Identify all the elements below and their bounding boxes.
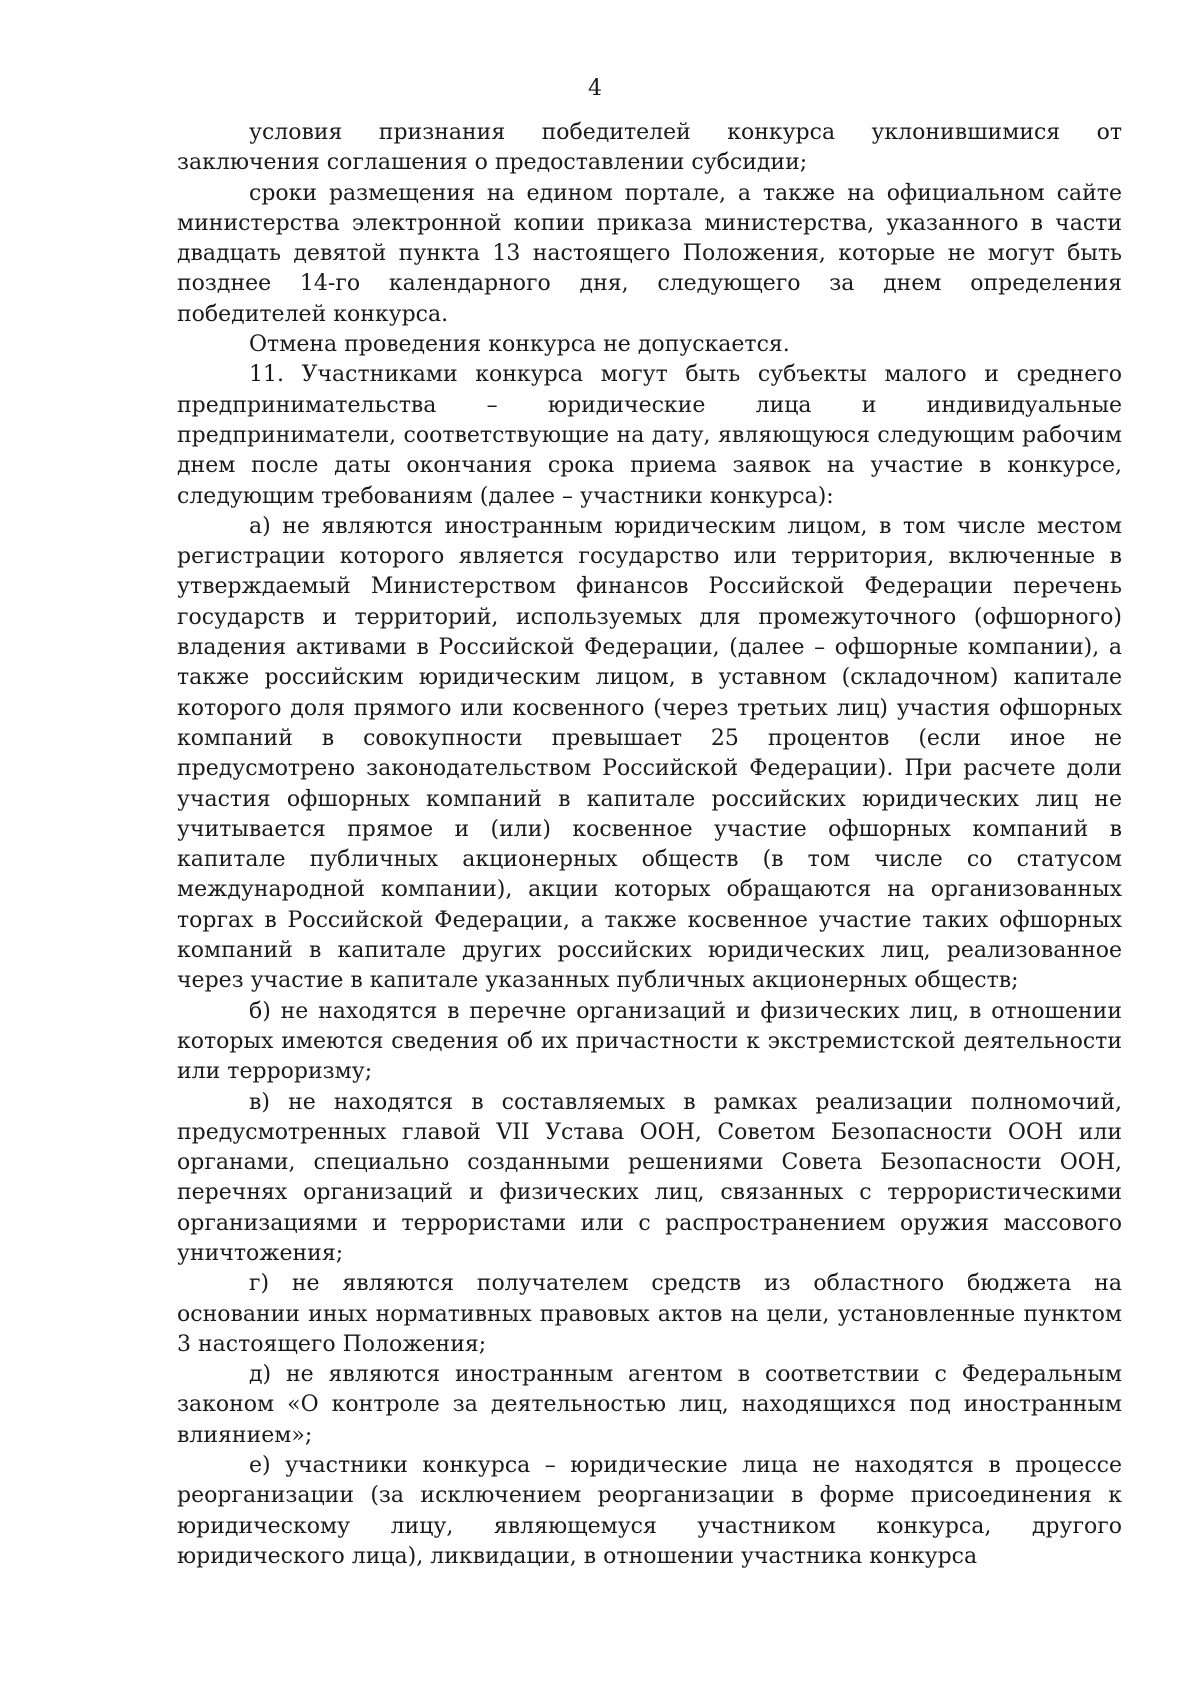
- paragraph-requirement-d: д) не являются иностранным агентом в соответствии с Федеральным законом «О контроле за деятельностью лиц, находящихся под иностранным влиянием»;: [177, 1362, 1122, 1448]
- paragraph-publication-deadlines: сроки размещения на едином портале, а также на официальном сайте министерства электронной копии приказа министерства, указанного в части двадцать девятой пункта 13 настоящего Положения, которые не могут быть позднее 14-го календарного дня, следующего за днем определения победителей конкурса.: [177, 180, 1122, 327]
- paragraph-cancellation-not-allowed: Отмена проведения конкурса не допускается.: [249, 332, 790, 358]
- paragraph-requirement-e: е) участники конкурса – юридические лица не находятся в процессе реорганизации (за исключением реорганизации в форме присоединения к юридическому лицу, являющемуся участником конкурса, другого юридического лица), ликвидации, в отношении участника конкурса: [177, 1453, 1122, 1569]
- paragraph-item-11-participants: 11. Участниками конкурса могут быть субъекты малого и среднего предпринимательства – юридические лица и индивидуальные предприниматели, соответствующие на дату, являющуюся следующим рабочим днем после даты окончания срока приема заявок на участие в конкурсе, следующим требованиям (далее – участники конкурса):: [177, 362, 1122, 509]
- paragraph-winners-evasion-conditions: условия признания победителей конкурса уклонившимися от заключения соглашения о предоставлении субсидии;: [177, 120, 1122, 176]
- paragraph-requirement-b: б) не находятся в перечне организаций и физических лиц, в отношении которых имеются сведения об их причастности к экстремистской деятельности или терроризму;: [177, 998, 1122, 1085]
- paragraph-requirement-g: г) не являются получателем средств из областного бюджета на основании иных нормативных правовых актов на цели, установленные пунктом 3 настоящего Положения;: [177, 1271, 1122, 1357]
- paragraph-requirement-a: а) не являются иностранным юридическим лицом, в том числе местом регистрации которого является государство или территория, включенные в утверждаемый Министерством финансов Российской Федерации перечень государств и территорий, используемых для промежуточного (офшорного) владения активами в Российской Федерации, (далее – офшорные компании), а также российским юридическим лицом, в уставном (складочном) капитале которого доля прямого или косвенного (через третьих лиц) участия офшорных компаний в совокупности превышает 25 процентов (если иное не предусмотрено законодательством Российской Федерации). При расчете доли участия офшорных компаний в капитале российских юридических лиц не учитывается прямое и (или) косвенное участие офшорных компаний в капитале публичных акционерных обществ (в том числе со статусом международной компании), акции которых обращаются на организованных торгах в Российской Федерации, а также косвенное участие таких офшорных компаний в капитале других российских юридических лиц, реализованное через участие в капитале указанных публичных акционерных обществ;: [177, 513, 1122, 994]
- document-body: [177, 118, 1122, 1572]
- page-number: 4: [588, 76, 602, 101]
- paragraph-requirement-v: в) не находятся в составляемых в рамках реализации полномочий, предусмотренных главой VII Устава ООН, Советом Безопасности ООН или органами, специально созданными решениями Совета Безопасности ООН, перечнях организаций и физических лиц, связанных с террористическими организациями и террористами или с распространением оружия массового уничтожения;: [177, 1089, 1122, 1266]
